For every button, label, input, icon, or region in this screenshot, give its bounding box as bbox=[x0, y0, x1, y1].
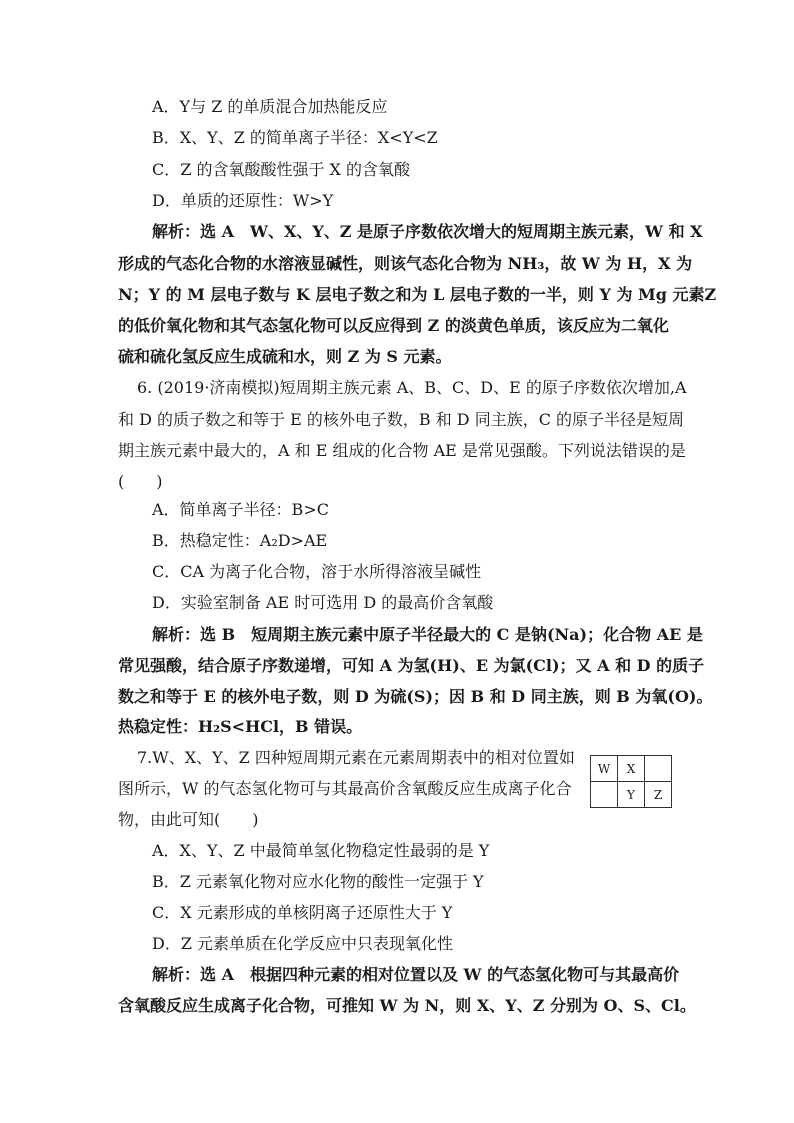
q5-option-b: B．X、Y、Z 的简单离子半径：X<Y<Z bbox=[152, 128, 438, 147]
q6-analysis-line: 常见强酸，结合原子序数递增，可知 A 为氢(H)、E 为氯(Cl)；又 A 和 D 的质子 bbox=[118, 656, 705, 675]
table-row bbox=[591, 756, 672, 782]
table-cell: W bbox=[591, 756, 618, 782]
q6-option-c: C．CA 为离子化合物，溶于水所得溶液呈碱性 bbox=[152, 562, 482, 581]
q5-analysis-line: N；Y 的 M 层电子数与 K 层电子数之和为 L 层电子数的一半，则 Y 为 Mg 元素Z bbox=[118, 285, 717, 304]
q5-analysis-line: 形成的气态化合物的水溶液显碱性，则该气态化合物为 NH₃，故 W 为 H，X 为 bbox=[118, 254, 693, 273]
q5-analysis-line: 解析：选 A W、X、Y、Z 是原子序数依次增大的短周期主族元素，W 和 X bbox=[152, 222, 703, 241]
q6-option-b: B．热稳定性：A₂D>AE bbox=[152, 531, 328, 550]
table-cell: Z bbox=[645, 782, 672, 808]
q6-analysis-line: 数之和等于 E 的核外电子数，则 D 为硫(S)；因 B 和 D 同主族，则 B 为氧(O)。 bbox=[118, 687, 713, 706]
table-cell bbox=[645, 756, 672, 782]
q7-option-b: B．Z 元素氧化物对应水化物的酸性一定强于 Y bbox=[152, 872, 484, 891]
q5-analysis-line: 硫和硫化氢反应生成硫和水，则 Z 为 S 元素。 bbox=[118, 347, 452, 366]
q5-option-c: C．Z 的含氧酸酸性强于 X 的含氧酸 bbox=[152, 160, 411, 179]
q5-option-d: D．单质的还原性：W>Y bbox=[152, 191, 334, 210]
q7-option-d: D．Z 元素单质在化学反应中只表现氧化性 bbox=[152, 934, 454, 953]
q7-analysis-line: 解析：选 A 根据四种元素的相对位置以及 W 的气态氢化物可与其最高价 bbox=[152, 965, 680, 984]
q7-analysis-line: 含氧酸反应生成离子化合物，可推知 W 为 N，则 X、Y、Z 分别为 O、S、Cl。 bbox=[118, 996, 696, 1015]
q6-stem-line: 6. (2019·济南模拟)短周期主族元素 A、B、C、D、E 的原子序数依次增加,A bbox=[137, 378, 687, 397]
q6-stem-line: ( ) bbox=[118, 472, 163, 491]
periodic-position-table bbox=[590, 755, 672, 808]
q6-analysis-line: 解析：选 B 短周期主族元素中原子半径最大的 C 是钠(Na)；化合物 AE 是 bbox=[152, 625, 703, 644]
q7-option-c: C．X 元素形成的单核阴离子还原性大于 Y bbox=[152, 903, 453, 922]
q7-stem-line: 7.W、X、Y、Z 四种短周期元素在元素周期表中的相对位置如 bbox=[137, 748, 575, 767]
q6-stem-line: 和 D 的质子数之和等于 E 的核外电子数，B 和 D 同主族，C 的原子半径是短周 bbox=[118, 410, 685, 429]
q5-option-a: A．Y与 Z 的单质混合加热能反应 bbox=[152, 97, 388, 116]
table-cell bbox=[591, 782, 618, 808]
q7-option-a: A．X、Y、Z 中最简单氢化物稳定性最弱的是 Y bbox=[152, 841, 490, 860]
q7-stem-line: 图所示，W 的气态氢化物可与其最高价含氧酸反应生成离子化合 bbox=[118, 779, 572, 798]
q6-option-a: A．简单离子半径：B>C bbox=[152, 500, 329, 519]
table-cell: Y bbox=[618, 782, 645, 808]
table-row bbox=[591, 782, 672, 808]
q6-option-d: D．实验室制备 AE 时可选用 D 的最高价含氧酸 bbox=[152, 593, 494, 612]
q5-analysis-line: 的低价氧化物和其气态氢化物可以反应得到 Z 的淡黄色单质，该反应为二氧化 bbox=[118, 316, 669, 335]
q7-stem-line: 物，由此可知( ) bbox=[118, 810, 259, 829]
table-cell: X bbox=[618, 756, 645, 782]
q6-stem-line: 期主族元素中最大的，A 和 E 组成的化合物 AE 是常见强酸。下列说法错误的是 bbox=[118, 441, 686, 460]
q6-analysis-line: 热稳定性：H₂S<HCl，B 错误。 bbox=[118, 717, 363, 736]
